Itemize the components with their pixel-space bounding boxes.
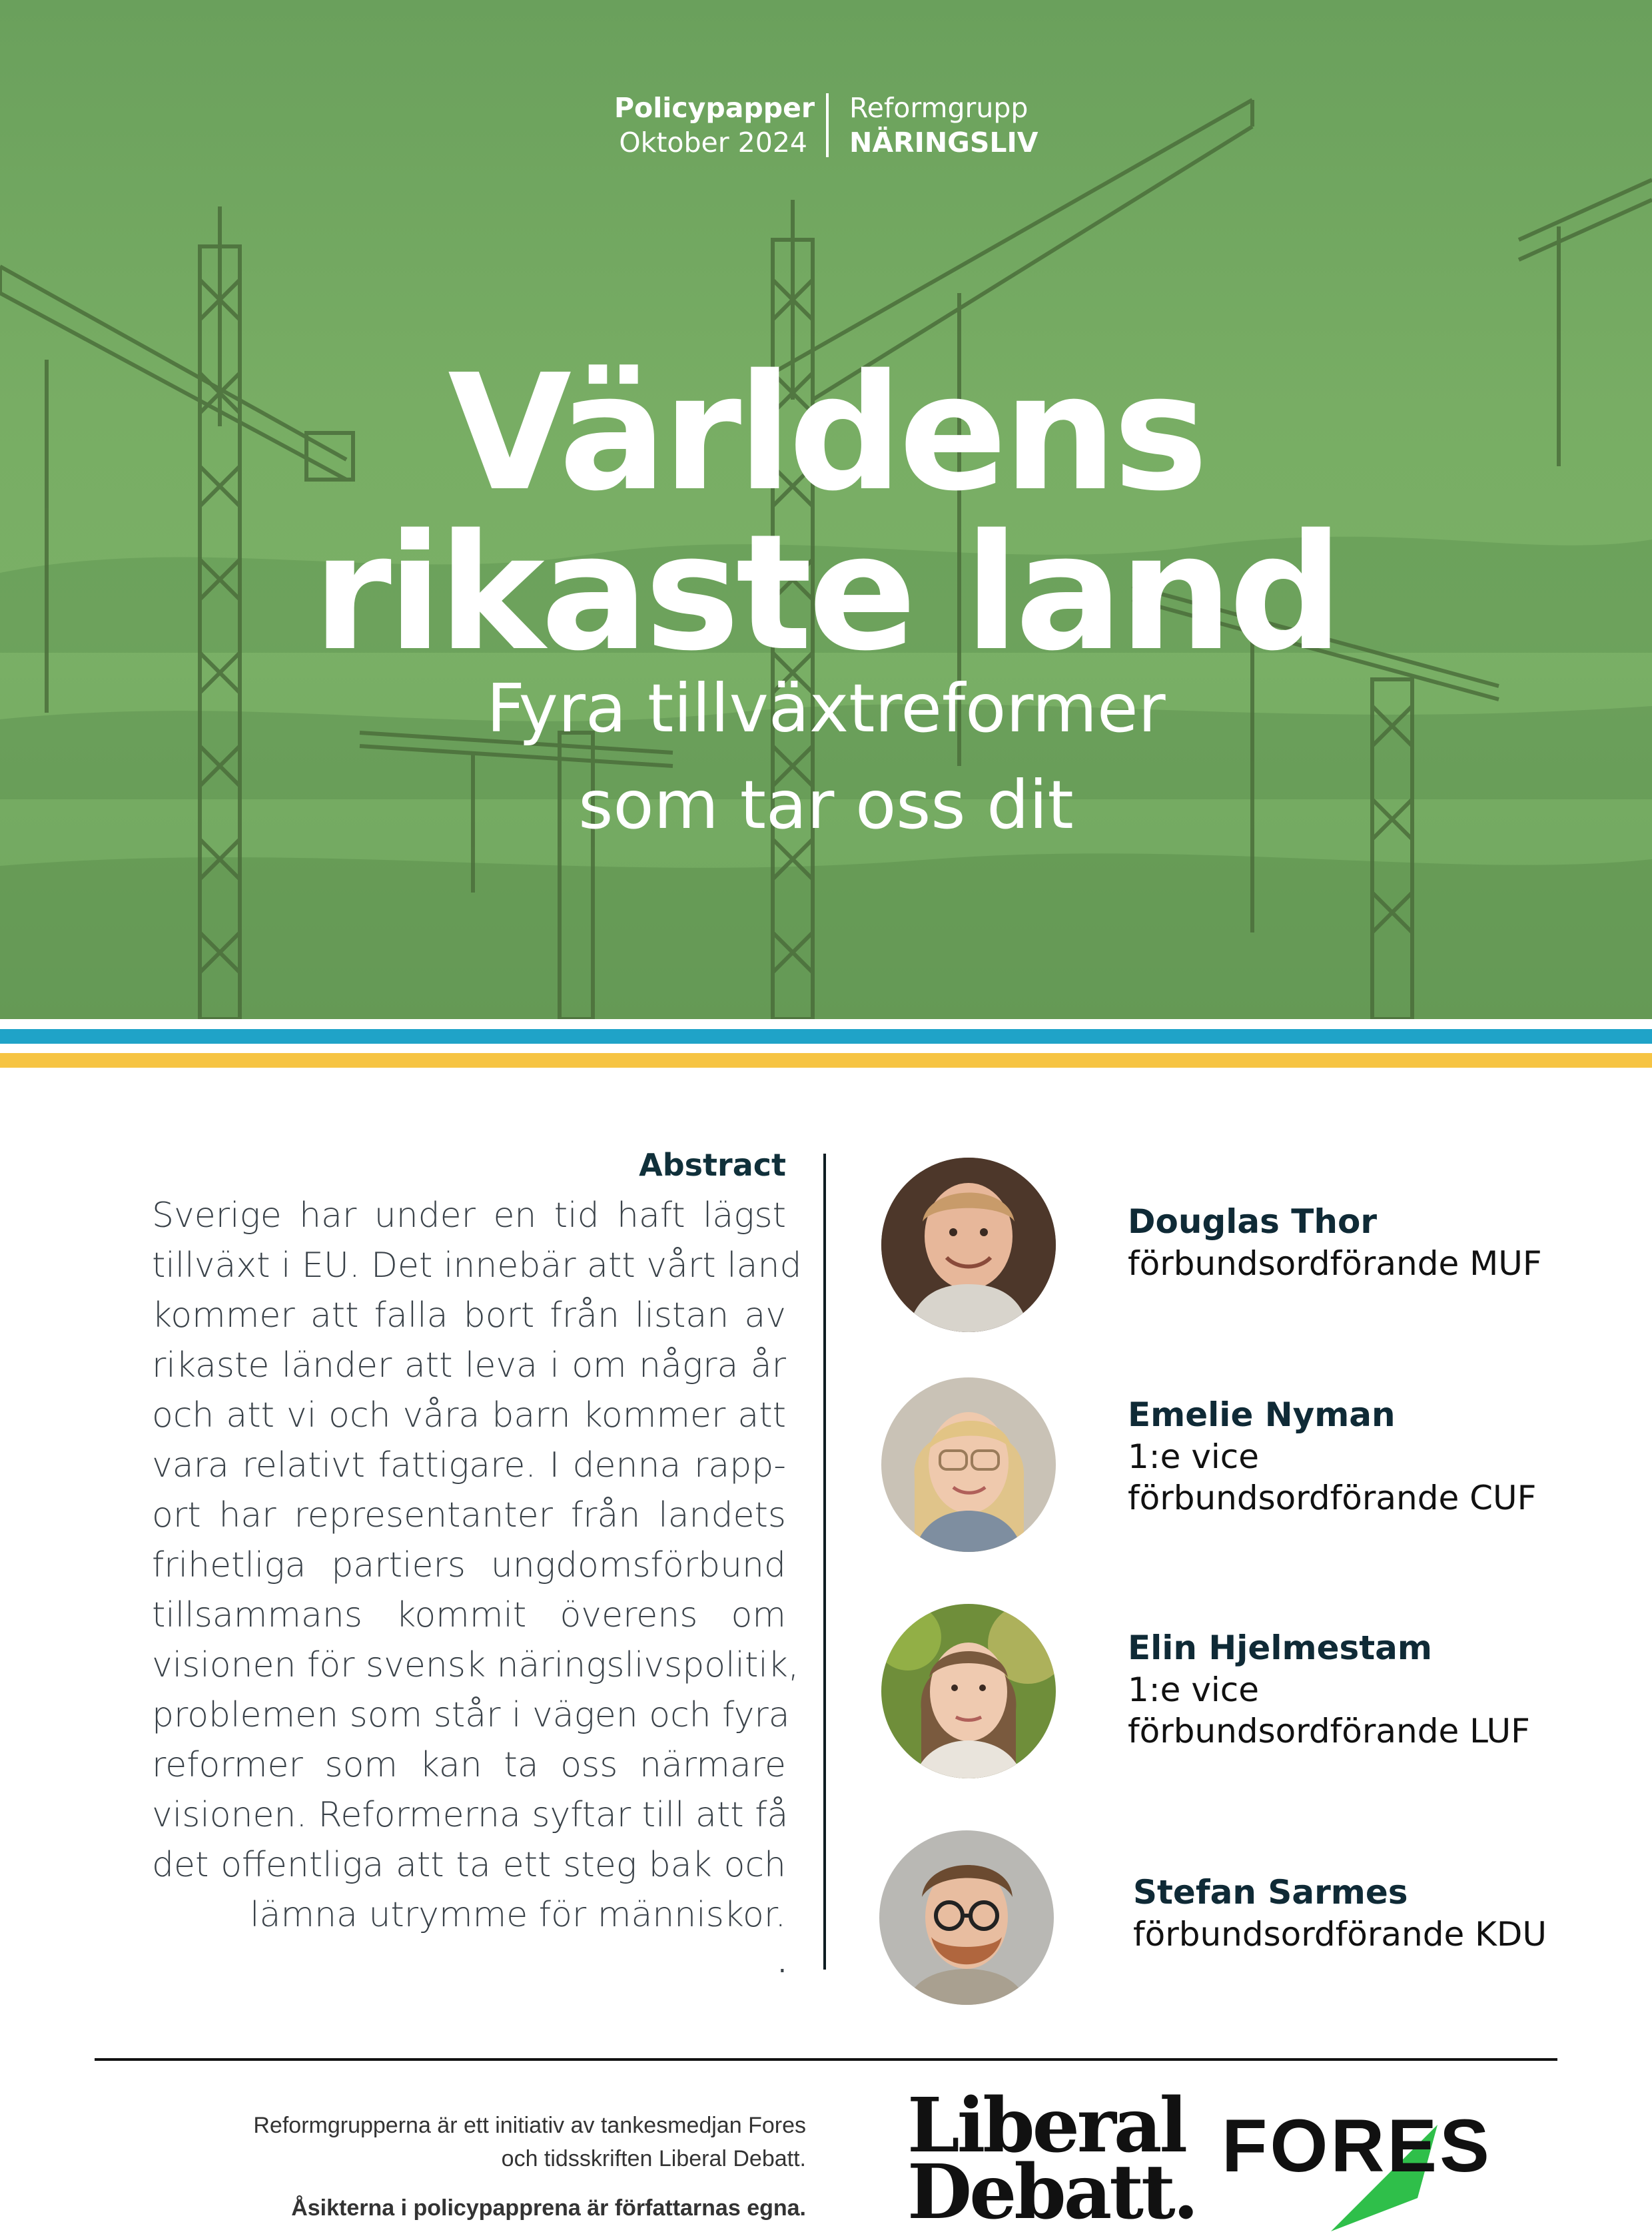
cover-hero: [0, 0, 1652, 1019]
abstract-line: ort har representanter från landets: [152, 1495, 786, 1535]
liberal-debatt-logo-line-1: Liberal: [907, 2082, 1185, 2169]
abstract-line: tillsammans kommit överens om: [152, 1595, 786, 1635]
fores-logo-text: FORES: [1222, 2104, 1492, 2187]
author-role: förbundsordförande MUF: [1128, 1244, 1542, 1283]
doc-type: Policypapper: [614, 92, 815, 124]
abstract-trailing-mark: .: [778, 1948, 787, 1979]
doc-meta-right: [849, 91, 1116, 160]
abstract-body: [152, 1191, 802, 1940]
abstract-line: det offentliga att ta ett steg bak och: [152, 1845, 786, 1885]
abstract-line: lämna utrymme för människor.: [250, 1895, 786, 1935]
author-role: förbundsordförande CUF: [1128, 1479, 1537, 1517]
doc-date: Oktober 2024: [619, 127, 807, 159]
column-divider: [823, 1154, 826, 1970]
avatar-douglas-thor: [881, 1158, 1056, 1332]
abstract-line: rikaste länder att leva i om några år: [152, 1345, 786, 1385]
group-label: Reformgrupp: [849, 92, 1029, 124]
abstract-line: kommer att falla bort från listan av: [152, 1296, 786, 1335]
author-role: förbundsordförande KDU: [1133, 1915, 1547, 1954]
abstract-line: visionen. Reformerna syftar till att få: [152, 1795, 789, 1835]
blue-stripe: [0, 1029, 1652, 1044]
doc-meta-left: [614, 91, 815, 160]
footer-initiative-line-2: och tidsskriften Liberal Debatt.: [501, 2146, 806, 2171]
fores-logo: [1218, 2098, 1497, 2231]
abstract-line: visionen för svensk näringslivspolitik,: [152, 1645, 799, 1685]
abstract-line: vara relativt fattigare. I denna rapp-: [152, 1445, 786, 1485]
abstract-line: tillväxt i EU. Det innebär att vårt land: [152, 1246, 802, 1286]
footer-disclaimer: Åsikterna i policypapprena är författarnas egna.: [291, 2195, 806, 2221]
author-role: 1:e vice: [1128, 1437, 1260, 1476]
yellow-stripe: [0, 1053, 1652, 1068]
meta-divider: [826, 93, 829, 157]
author-name: Douglas Thor: [1128, 1202, 1377, 1241]
author-role: 1:e vice: [1128, 1671, 1260, 1709]
abstract-heading: Abstract: [639, 1147, 786, 1183]
fores-logo-mark: [1218, 2098, 1497, 2231]
author-name: Elin Hjelmestam: [1128, 1629, 1432, 1667]
title-line-2: rikaste land: [312, 500, 1340, 686]
abstract-line: och att vi och våra barn kommer att: [152, 1395, 786, 1435]
footer-rule: [95, 2058, 1557, 2061]
abstract-line: reformer som kan ta oss närmare: [152, 1745, 786, 1785]
title-line-1: Världens: [448, 340, 1204, 526]
author-role: förbundsordförande LUF: [1128, 1712, 1530, 1750]
footer-initiative-line-1: Reformgrupperna är ett initiativ av tankesmedjan Fores: [253, 2113, 806, 2138]
abstract-line: frihetliga partiers ungdomsförbund: [152, 1545, 786, 1585]
abstract-line: Sverige har under en tid haft lägst: [152, 1196, 786, 1236]
avatar-stefan-sarmes: [879, 1830, 1054, 2005]
author-name: Emelie Nyman: [1128, 1395, 1396, 1434]
subtitle-line-2: som tar oss dit: [578, 766, 1074, 844]
author-name: Stefan Sarmes: [1133, 1873, 1408, 1912]
avatar-elin-hjelmestam: [881, 1604, 1056, 1778]
abstract-line: problemen som står i vägen och fyra: [152, 1695, 790, 1735]
group-name: NÄRINGSLIV: [849, 127, 1038, 159]
subtitle-line-1: Fyra tillväxtreformer: [486, 669, 1166, 747]
liberal-debatt-logo: [907, 2082, 1196, 2236]
avatar-emelie-nyman: [881, 1377, 1056, 1552]
liberal-debatt-logo-line-2: Debatt.: [907, 2149, 1196, 2236]
